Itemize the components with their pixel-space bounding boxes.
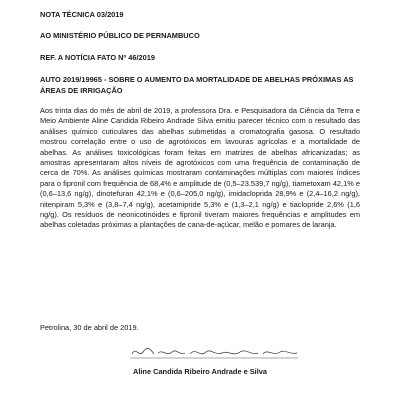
note-number: NOTA TÉCNICA 03/2019 [40, 10, 124, 19]
subject-line-1: AUTO 2019/19965 - SOBRE O AUMENTO DA MORTALIDADE DE ABELHAS PRÓXIMAS AS [40, 75, 354, 84]
subject-line-2: ÁREAS DE IRRIGAÇÃO [40, 86, 123, 95]
recipient-line: AO MINISTÉRIO PÚBLICO DE PERNAMBUCO [40, 31, 200, 40]
signature-name: Aline Candida Ribeiro Andrade e Silva [132, 367, 268, 376]
body-paragraph: Aos trinta dias do mês de abril de 2019, a professora Dra. e Pesquisadora da Ciência da Terra e Meio Ambiente Aline Candida Ribeiro Andrade Silva emitiu parecer técnico com o resultado das análises químico cuticulares das abelhas submetidas a cromatografia gasosa. O resultado mostrou correlação entre o uso de agrotóxicos em lavouras agrícolas e a mortalidade de abelhas. As análises toxicológicas foram feitas em matrizes de abelhas africanizadas; as amostras apresentaram altos níveis de agrotóxicos com uma frequência de contaminação de cerca de 70%. As análises químicas mostraram contaminações múltiplas com maiores índices para o fipronil com frequência de 68,4% e amplitude de (0,5–23.539,7 ng/g), tiametoxam 42,1% e (0,6–13,6 ng/g), dinotefuran 42,1% e (0,6–205,0 ng/g), imidacloprida 28,9% e (2,4–16,2 ng/g), nitenpiram 5,3% e (3,8–7,4 ng/g), acetamipride 5,3% e (1,3–2,1 ng/g) e tiaclopride 2,6% (1,6 ng/g). Os resíduos de neonicotinóides e fipronil tiveram maiores frequências e amplitudes em abelhas coletadas próximas a plantações de cana-de-açúcar, melão e pomares de laranja. [40, 106, 360, 230]
handwritten-signature [130, 344, 300, 360]
place-date: Petrolina, 30 de abril de 2019. [40, 323, 139, 332]
reference-line: REF. A NOTÍCIA FATO Nº 46/2019 [40, 53, 155, 62]
